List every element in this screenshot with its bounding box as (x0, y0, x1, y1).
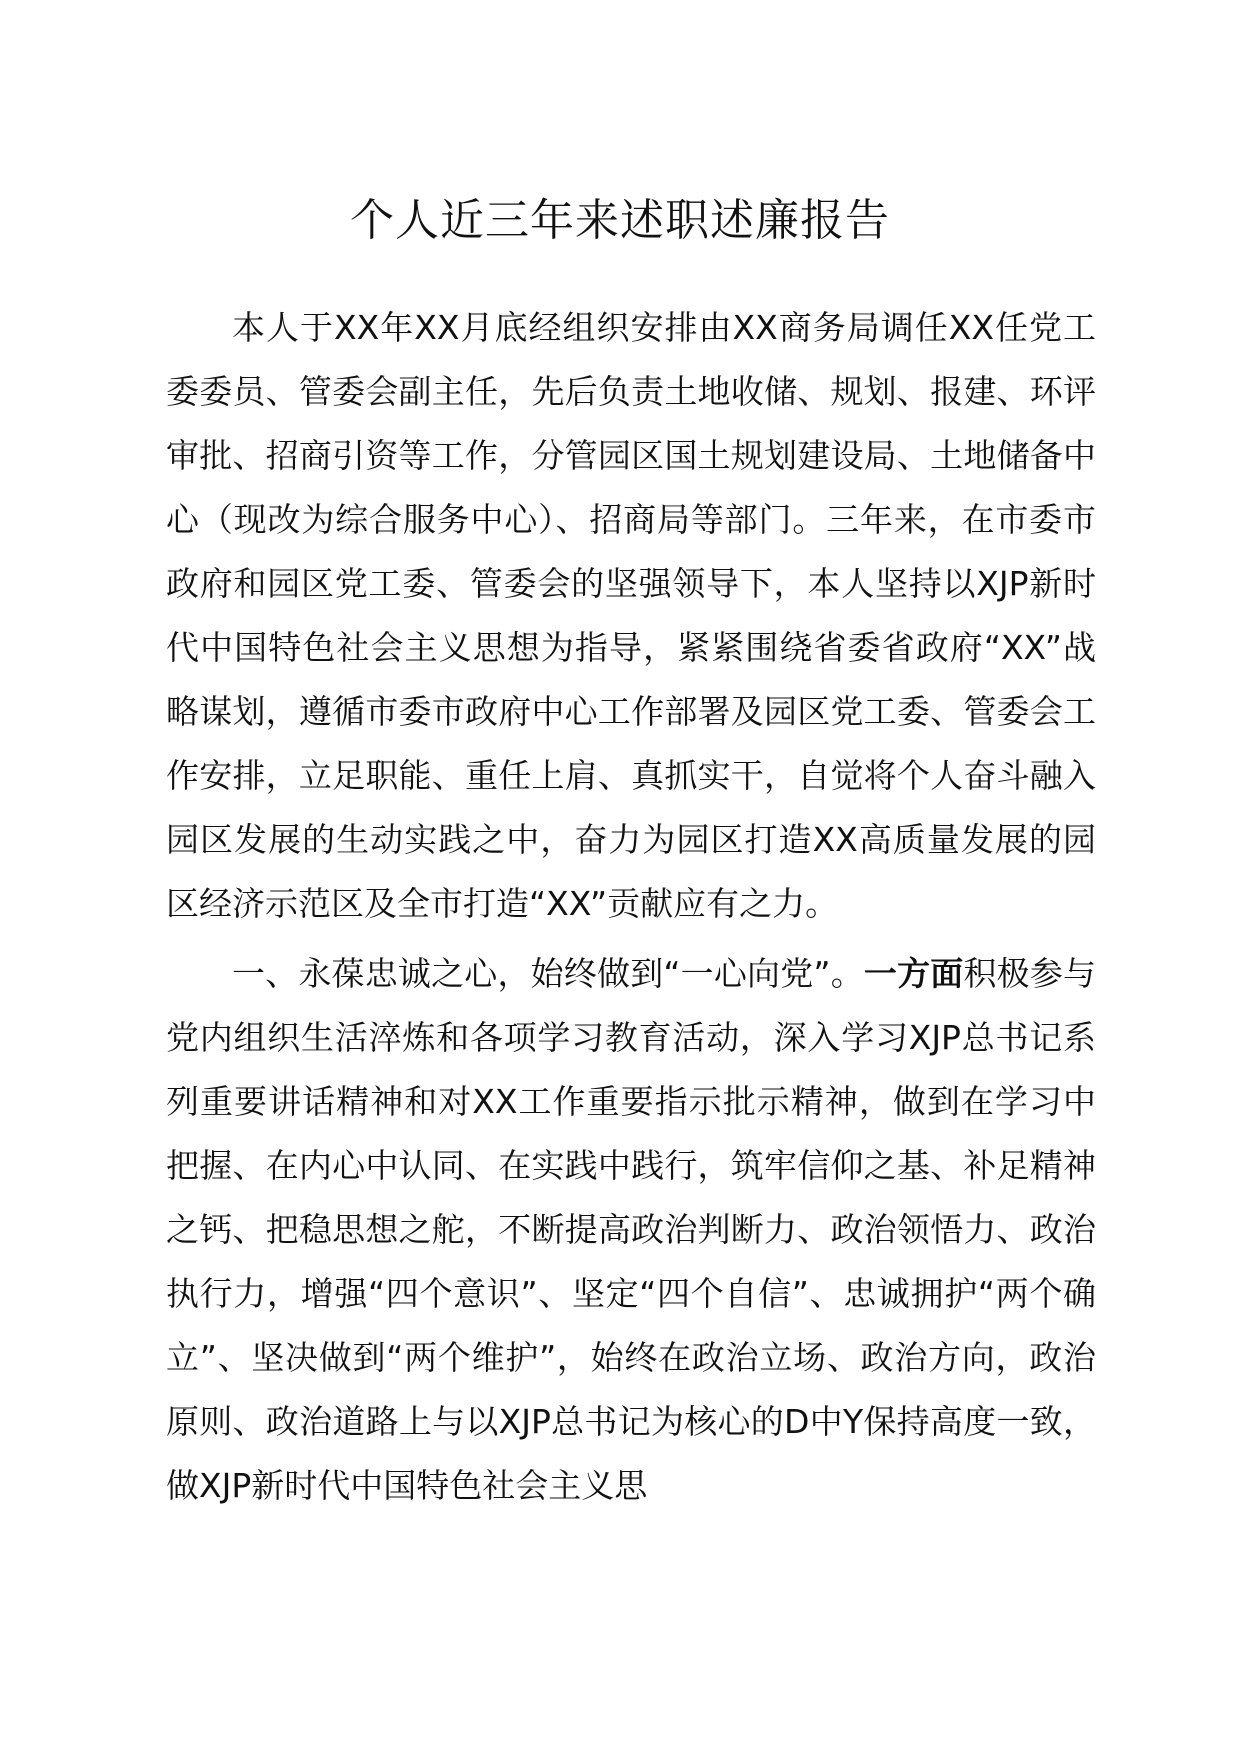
section-one-lead: 一方面 (863, 954, 964, 993)
paragraph-intro (166, 296, 1096, 936)
document-title: 个人近三年来述职述廉报告 (350, 195, 890, 247)
paragraph-section-one (166, 942, 1096, 1518)
document-body (166, 296, 1096, 1518)
section-one-text: 积极参与党内组织生活淬炼和各项学习教育活动，深入学习XJP总书记系列重要讲话精神和对XX工作重要指示批示精神，做到在学习中把握、在内心中认同、在实践中践行，筑牢信仰之基、补足精神之钙、把稳思想之舵，不断提高政治判断力、政治领悟力、政治执行力，增强“四个意识”、坚定“四个自信”、忠诚拥护“两个确立”、坚决做到“两个维护”，始终在政治立场、政治方向，政治原则、政治道路上与以XJP总书记为核心的D中Y保持高度一致，做XJP新时代中国特色社会主义思 (166, 954, 1097, 1505)
paragraph-intro-text: 本人于XX年XX月底经组织安排由XX商务局调任XX任党工委委员、管委会副主任，先后负责土地收储、规划、报建、环评审批、招商引资等工作，分管园区国土规划建设局、土地储备中心（现改为综合服务中心）、招商局等部门。三年来，在市委市政府和园区党工委、管委会的坚强领导下，本人坚持以XJP新时代中国特色社会主义思想为指导，紧紧围绕省委省政府“XX”战略谋划，遵循市委市政府中心工作部署及园区党工委、管委会工作安排，立足职能、重任上肩、真抓实干，自觉将个人奋斗融入园区发展的生动实践之中，奋力为园区打造XX高质量发展的园区经济示范区及全市打造“XX”贡献应有之力。 (166, 308, 1096, 923)
section-one-heading: 一、永葆忠诚之心，始终做到“一心向党”。 (232, 954, 864, 993)
